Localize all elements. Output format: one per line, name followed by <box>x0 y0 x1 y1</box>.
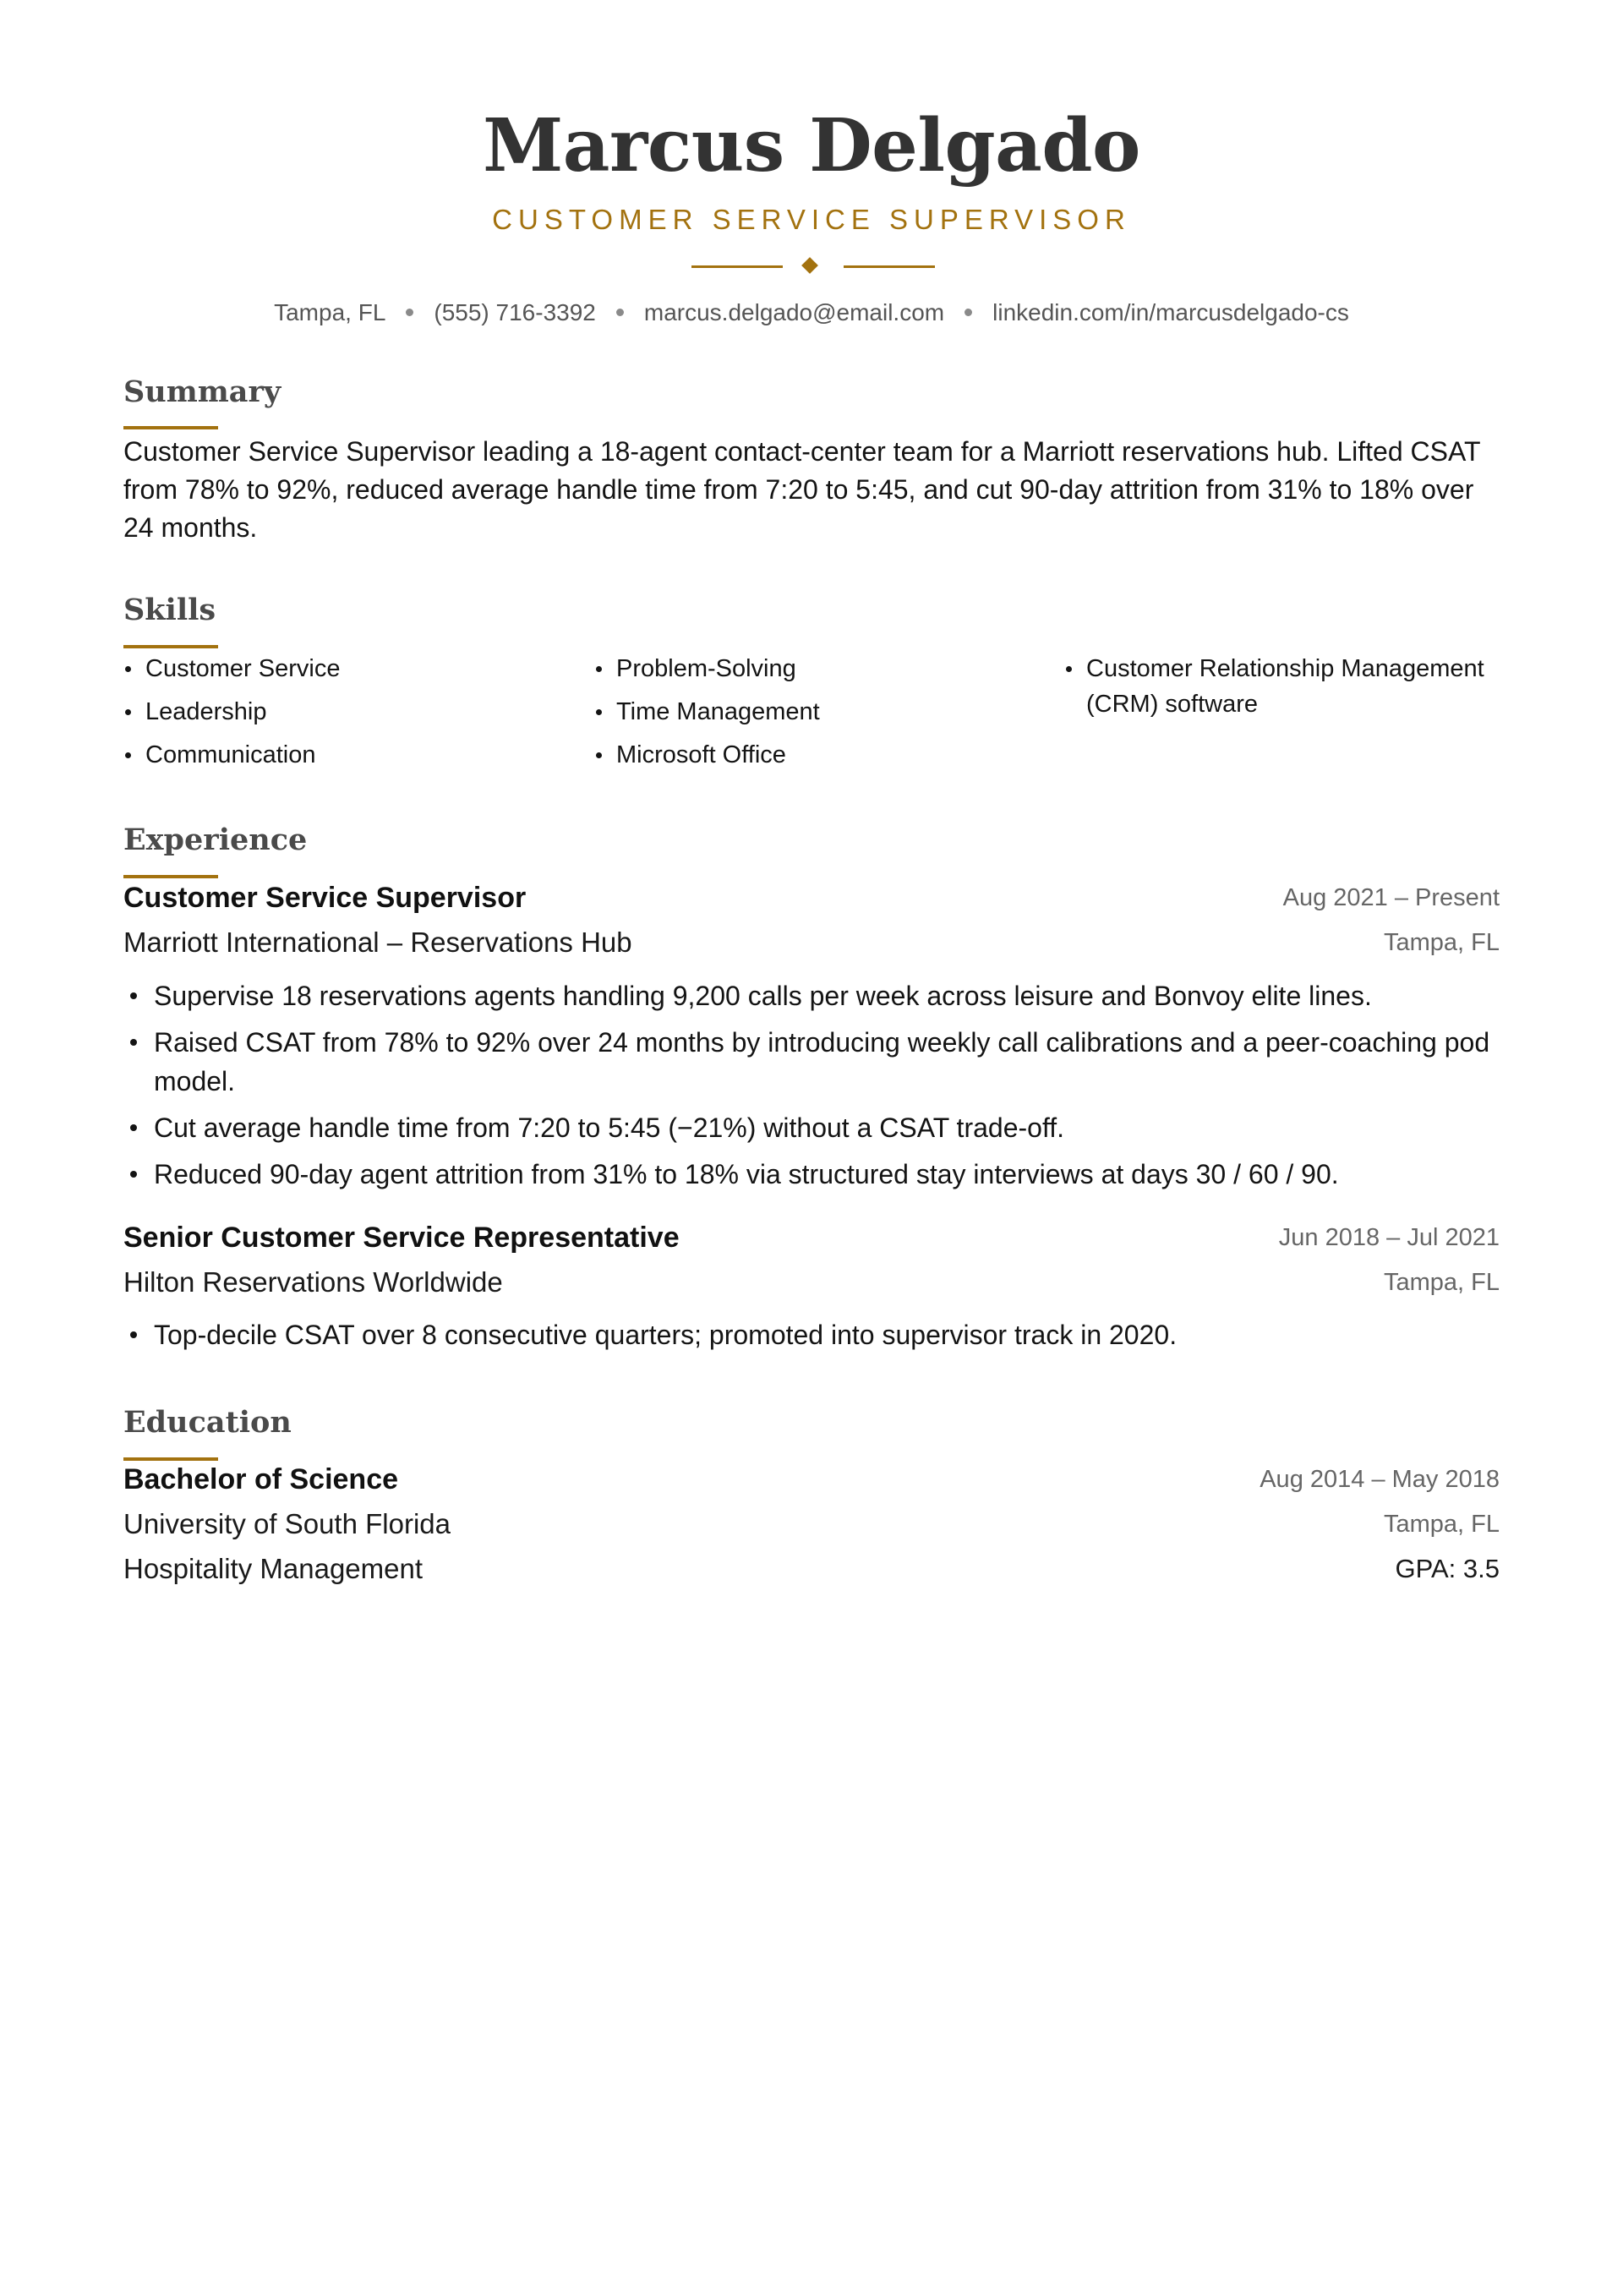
job-location: Tampa, FL <box>1384 1269 1500 1296</box>
skill-item: Customer Service <box>123 651 340 686</box>
divider-line-right <box>844 265 935 268</box>
contact-linkedin[interactable]: linkedin.com/in/marcusdelgado-cs <box>992 299 1349 325</box>
job-company: Hilton Reservations Worldwide <box>123 1266 503 1298</box>
summary-heading-rule <box>123 426 218 429</box>
school-name: University of South Florida <box>123 1508 451 1539</box>
job-title: Senior Customer Service Representative <box>123 1222 680 1254</box>
list-item: Top-decile CSAT over 8 consecutive quarters; promoted into supervisor track in 2020. <box>123 1315 1500 1354</box>
skills-heading: Skills <box>123 593 216 627</box>
diamond-icon <box>801 257 818 274</box>
job-company: Marriott International – Reservations Hub <box>123 927 632 958</box>
list-item: Raised CSAT from 78% to 92% over 24 months by introducing weekly call calibrations and a peer-coaching pod model. <box>123 1023 1500 1101</box>
candidate-name: Marcus Delgado <box>483 103 1140 189</box>
education-dates: Aug 2014 – May 2018 <box>1260 1466 1500 1493</box>
job-dates: Aug 2021 – Present <box>1282 884 1500 911</box>
list-item: Supervise 18 reservations agents handling 9,200 calls per week across leisure and Bonvoy elite lines. <box>123 976 1500 1015</box>
separator-dot-icon <box>965 309 972 316</box>
job-bullets <box>123 976 1500 1201</box>
list-item: Reduced 90-day agent attrition from 31% to 18% via structured stay interviews at days 30 / 60 / 90. <box>123 1155 1500 1194</box>
list-item: Cut average handle time from 7:20 to 5:45 (−21%) without a CSAT trade-off. <box>123 1108 1500 1147</box>
skill-item: Time Management <box>594 694 820 730</box>
divider-line-left <box>691 265 783 268</box>
experience-heading-rule <box>123 875 218 878</box>
job-location: Tampa, FL <box>1384 929 1500 956</box>
education-heading: Education <box>123 1405 292 1440</box>
school-location: Tampa, FL <box>1384 1511 1500 1538</box>
job-title: CUSTOMER SERVICE SUPERVISOR <box>492 204 1131 235</box>
separator-dot-icon <box>616 309 624 316</box>
skill-item: Problem-Solving <box>594 651 796 686</box>
summary-text: Customer Service Supervisor leading a 18-agent contact-center team for a Marriott reservations hub. Lifted CSAT from 78% to 92%, reduced average handle time from 7:20 to 5:45, and cut 90-day attrition from 31% to 18% over 24 months. <box>123 436 1480 543</box>
contact-location: Tampa, FL <box>274 299 386 325</box>
job-dates: Jun 2018 – Jul 2021 <box>1278 1224 1500 1251</box>
contact-email[interactable]: marcus.delgado@email.com <box>643 299 945 325</box>
skill-item: Microsoft Office <box>594 737 786 773</box>
job-title: Customer Service Supervisor <box>123 882 527 914</box>
separator-dot-icon <box>406 309 413 316</box>
job-bullets <box>123 1315 1500 1362</box>
major: Hospitality Management <box>123 1553 424 1584</box>
header-divider <box>123 256 1500 276</box>
skill-item: Leadership <box>123 694 267 730</box>
gpa: GPA: 3.5 <box>1395 1554 1500 1583</box>
degree-title: Bachelor of Science <box>123 1463 399 1495</box>
contact-phone: (555) 716-3392 <box>434 299 596 325</box>
skill-item: Communication <box>123 737 315 773</box>
contact-line <box>123 298 1500 328</box>
skill-item: Customer Relationship Management (CRM) software <box>1064 651 1509 722</box>
skills-heading-rule <box>123 645 218 648</box>
summary-heading: Summary <box>123 374 281 409</box>
experience-heading: Experience <box>123 823 308 857</box>
